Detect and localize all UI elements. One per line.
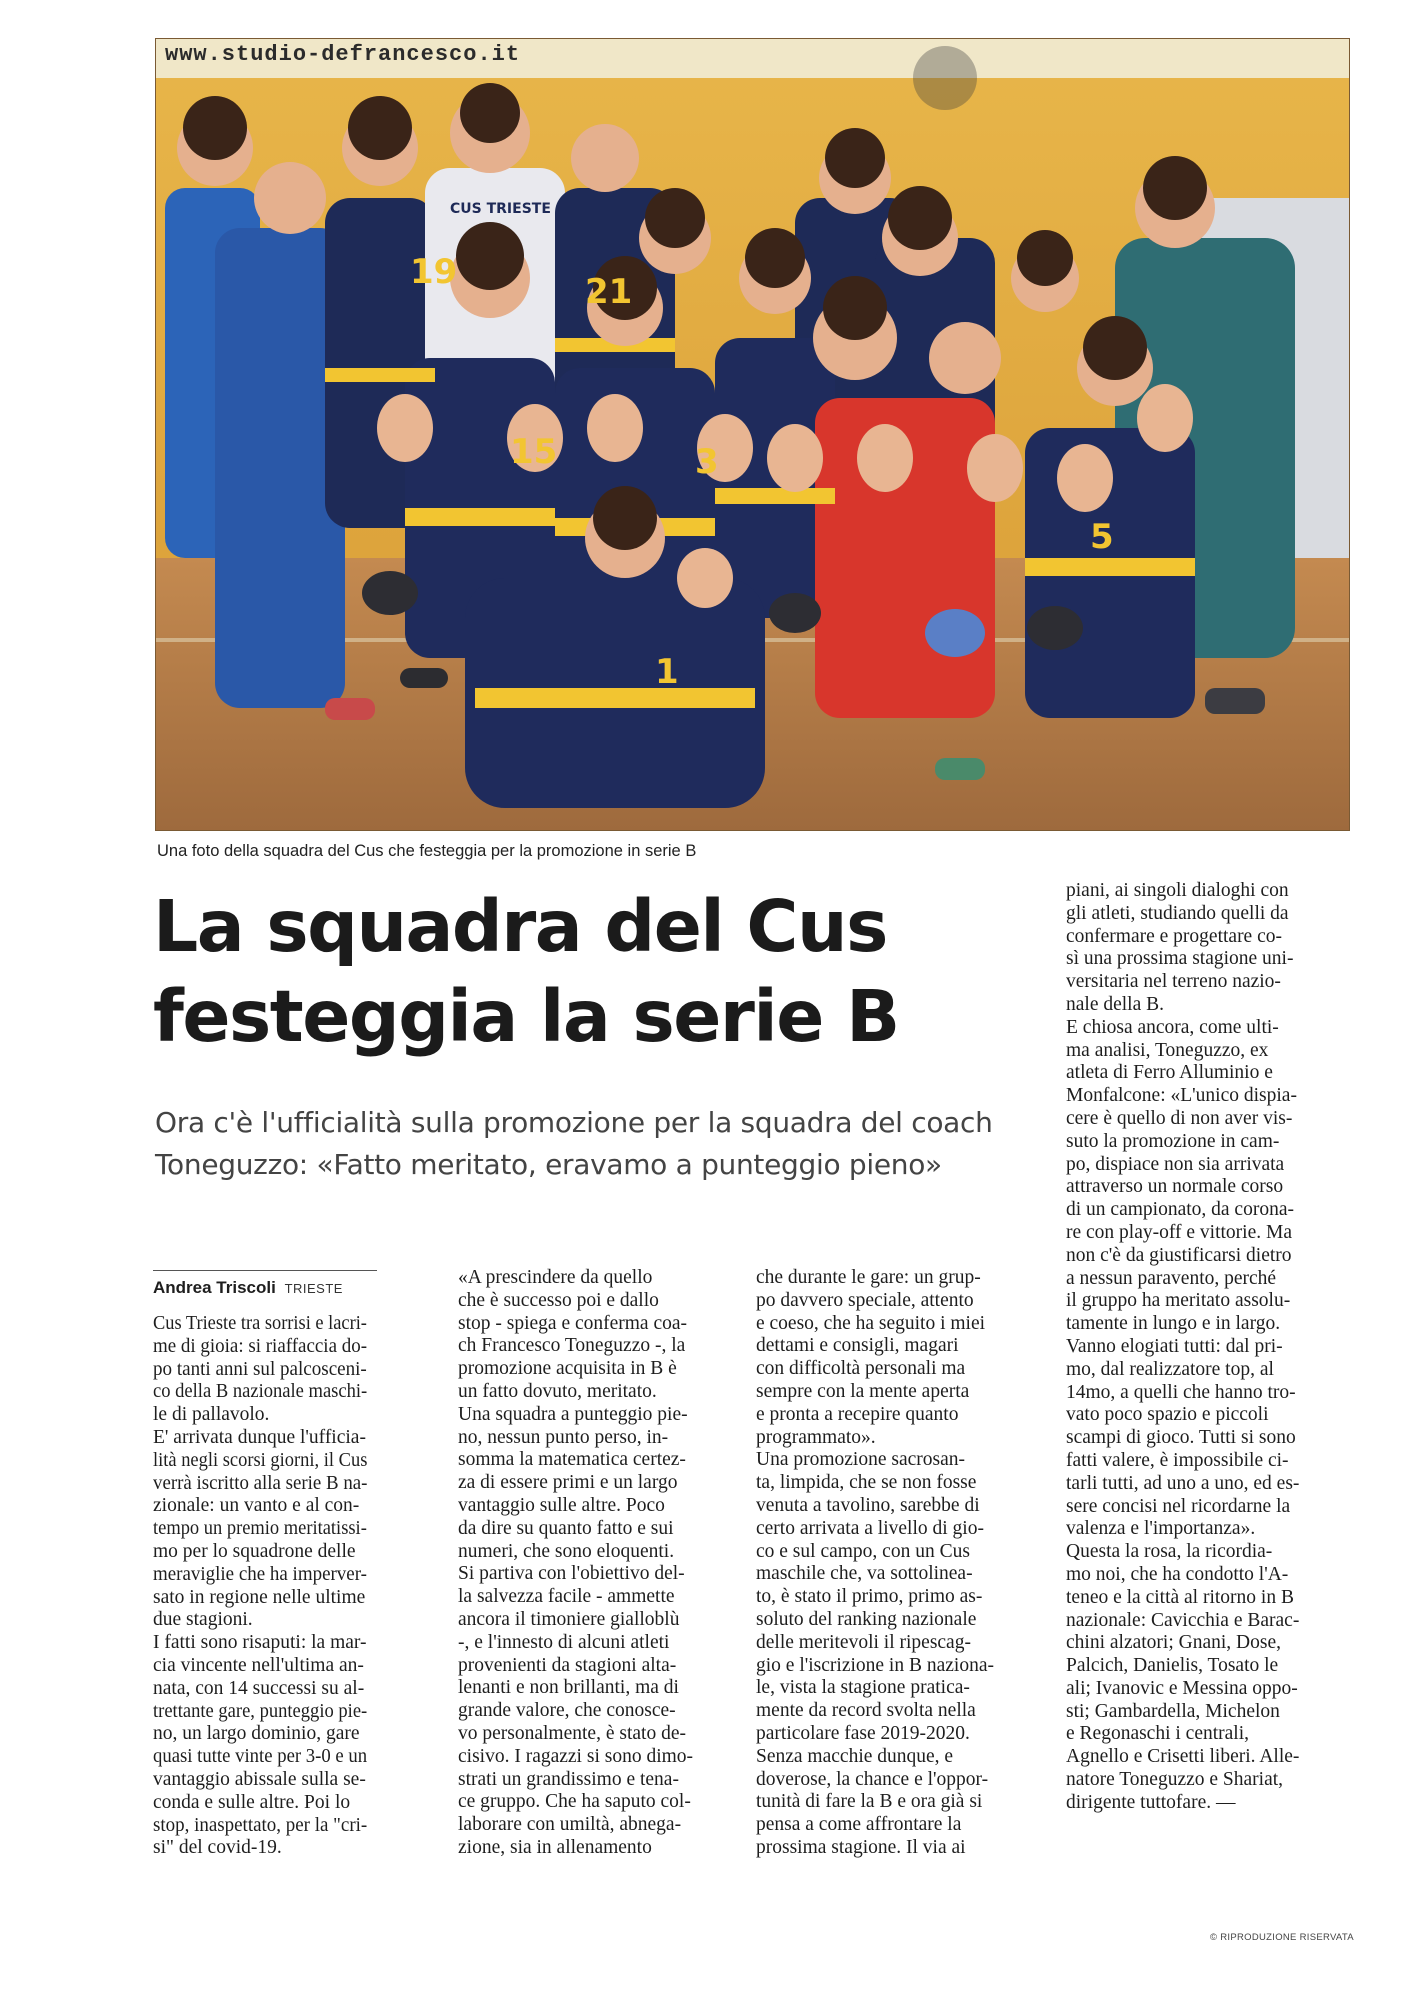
article-text-line: si" del covid-19. (153, 1837, 282, 1859)
article-text-line: Una promozione sacrosan- (756, 1449, 966, 1471)
article-text-line: E' arrivata dunque l'ufficia- (153, 1426, 366, 1448)
article-text-line: suto la promozione in cam- (1066, 1130, 1280, 1152)
article-text-line: trettante gare, punteggio pie- (153, 1700, 368, 1722)
article-text-line: nazionale: Cavicchia e Barac- (1066, 1609, 1300, 1631)
article-text-line: provenienti da stagioni alta- (458, 1654, 677, 1676)
article-text-line: po davvero speciale, attento (756, 1289, 974, 1311)
article-text-line: versitaria nel terreno nazio- (1066, 971, 1281, 993)
article-text-line: vantaggio abissale sulla se- (153, 1768, 366, 1790)
banner-text: CUS TRIESTE (450, 201, 551, 217)
copyright-notice: © RIPRODUZIONE RISERVATA (1210, 1932, 1354, 1943)
article-text-line: il gruppo ha meritato assolu- (1066, 1290, 1291, 1312)
article-text-line: Senza macchie dunque, e (756, 1745, 954, 1767)
article-text-line: non c'è da giustificarsi dietro (1066, 1244, 1292, 1266)
jersey-number-5: 5 (1090, 517, 1114, 557)
article-text-line: sempre con la mente aperta (756, 1380, 970, 1402)
article-text-line: mo, dal realizzatore top, al (1066, 1358, 1274, 1380)
subheadline (155, 1102, 993, 1186)
jersey-number-15: 15 (510, 432, 558, 472)
article-text-line: zionale: un vanto e al con- (153, 1495, 360, 1517)
article-text-line: ta, limpida, che se non fosse (756, 1472, 977, 1494)
article-text-line: Agnello e Crisetti liberi. Alle- (1066, 1746, 1300, 1768)
article-text-line: me di gioia: si riaffaccia do- (153, 1335, 368, 1357)
article-text-line: gli atleti, studiando quelli da (1066, 902, 1289, 924)
team-photo-illustration (155, 38, 1350, 831)
article-text-line: tamente in lungo e in largo. (1066, 1313, 1281, 1335)
jersey-number-19: 19 (410, 252, 458, 292)
article-text-line: verrà iscritto alla serie B na- (153, 1472, 368, 1494)
article-text-line: sere concisi nel ricordarne la (1066, 1495, 1291, 1517)
article-text-line: stop - spiega e conferma coa- (458, 1312, 688, 1334)
article-text-line: teneo e la città al ritorno in B (1066, 1586, 1294, 1608)
byline-divider (153, 1270, 377, 1271)
article-text-line: lenanti e non brillanti, ma di (458, 1677, 679, 1699)
article-text-line: mo per lo squadrone delle (153, 1540, 356, 1562)
article-text-line: ma analisi, Toneguzzo, ex (1066, 1039, 1269, 1061)
photo-watermark: www.studio-defrancesco.it (165, 42, 521, 67)
article-text-line: zione, sia in allenamento (458, 1836, 652, 1858)
article-text-line: laborare con umiltà, abnega- (458, 1814, 682, 1836)
jersey-number-3: 3 (695, 442, 719, 482)
article-text-line: tarli tutti, ad uno a uno, ed es- (1066, 1472, 1300, 1494)
article-text-line: confermare e progettare co- (1066, 925, 1282, 947)
article-text-line: vo personalmente, è stato de- (458, 1722, 686, 1744)
article-text-line: strati un grandissimo e tena- (458, 1768, 679, 1790)
article-text-line: lità negli scorsi giorni, il Cus (153, 1449, 368, 1471)
article-text-line: valenza e l'importanza». (1066, 1518, 1256, 1540)
article-text-line: che durante le gare: un grup- (756, 1267, 981, 1288)
article-text-line: 14mo, a quelli che hanno tro- (1066, 1381, 1296, 1403)
article-text-line: vantaggio sulle altre. Poco (458, 1494, 665, 1516)
article-text-line: la salvezza facile - ammette (458, 1586, 675, 1608)
article-text-line: quasi tutte vinte per 3-0 e un (153, 1746, 368, 1768)
jersey-number-1: 1 (655, 652, 679, 692)
article-text-line: gio e l'iscrizione in B naziona- (756, 1654, 994, 1676)
headline-line: La squadra del Cus (153, 885, 887, 968)
photo-caption: Una foto della squadra del Cus che festeggia per la promozione in serie B (157, 842, 697, 860)
article-text-line: -, e l'innesto di alcuni atleti (458, 1631, 670, 1653)
article-text-line: doverose, la chance e l'oppor- (756, 1768, 989, 1790)
article-text-line: Cus Trieste tra sorrisi e lacri- (153, 1313, 367, 1334)
article-text-line: chini alzatori; Gnani, Dose, (1066, 1632, 1281, 1654)
article-text-line: ce gruppo. Che ha saputo col- (458, 1791, 691, 1813)
subheadline-line: Toneguzzo: «Fatto meritato, eravamo a punteggio pieno» (155, 1148, 942, 1181)
article-text-line: natore Toneguzzo e Shariat, (1066, 1769, 1284, 1791)
article-text-line: Una squadra a punteggio pie- (458, 1403, 688, 1425)
article-text-line: ancora il timoniere gialloblù (458, 1608, 680, 1630)
article-text-line: tunità di fare la B e ora già si (756, 1791, 983, 1813)
article-text-line: cere è quello di non aver vis- (1066, 1107, 1293, 1129)
article-text-line: Si partiva con l'obiettivo del- (458, 1563, 685, 1585)
article-text-line: Vanno elogiati tutti: dal pri- (1066, 1335, 1283, 1357)
article-text-line: maschile che, va sottolinea- (756, 1563, 973, 1585)
headline (153, 882, 899, 1062)
article-text-line: delle meritevoli il ripescag- (756, 1631, 971, 1653)
article-text-line: co della B nazionale maschi- (153, 1381, 368, 1403)
article-text-line: due stagioni. (153, 1609, 253, 1631)
article-text-line: pensa a come affrontare la (756, 1814, 962, 1836)
article-text-line: a nessun paravento, perché (1066, 1267, 1277, 1289)
team-photo (155, 38, 1350, 831)
article-text-line: soluto del ranking nazionale (756, 1608, 977, 1630)
jersey-number-21: 21 (585, 272, 633, 312)
article-text-line: no, nessun punto perso, in- (458, 1426, 669, 1448)
article-text-line: di un campionato, da corona- (1066, 1199, 1294, 1221)
article-text-line: re con play-off e vittorie. Ma (1066, 1221, 1292, 1243)
article-text-line: venuta a tavolino, sarebbe di (756, 1494, 980, 1516)
article-text-line: da dire su quanto fatto e sui (458, 1517, 674, 1539)
article-text-line: grande valore, che conosce- (458, 1700, 676, 1722)
article-text-line: un fatto dovuto, meritato. (458, 1380, 657, 1402)
article-text-line: particolare fase 2019-2020. (756, 1722, 970, 1744)
subheadline-line: Ora c'è l'ufficialità sulla promozione per la squadra del coach (155, 1106, 993, 1139)
article-text-line: ali; Ivanovic e Messina oppo- (1066, 1677, 1298, 1699)
article-text-line: meraviglie che ha imperver- (153, 1563, 367, 1585)
article-text-line: certo arrivata a livello di gio- (756, 1517, 984, 1539)
article-text-line: sato in regione nelle ultime (153, 1586, 366, 1608)
article-text-line: le di pallavolo. (153, 1404, 270, 1426)
article-text-line: «A prescindere da quello (458, 1267, 653, 1288)
article-text-line: Monfalcone: «L'unico dispia- (1066, 1085, 1297, 1107)
article-text-line: atleta di Ferro Alluminio e (1066, 1062, 1273, 1084)
article-text-line: nale della B. (1066, 993, 1165, 1015)
article-column-2 (458, 1267, 738, 1860)
article-text-line: dettami e consigli, magari (756, 1335, 959, 1357)
byline-author: Andrea Triscoli (153, 1278, 276, 1297)
article-text-line: po, dispiace non sia arrivata (1066, 1153, 1285, 1175)
article-text-line: programmato». (756, 1426, 876, 1448)
article-text-line: dirigente tuttofare. — (1066, 1791, 1236, 1813)
article-text-line: I fatti sono risaputi: la mar- (153, 1632, 367, 1654)
article-text-line: sti; Gambardella, Michelon (1066, 1700, 1280, 1722)
article-text-line: stop, inaspettato, per la "cri- (153, 1814, 368, 1836)
article-text-line: e coeso, che ha seguito i miei (756, 1312, 986, 1334)
article-text-line: cisivo. I ragazzi si sono dimo- (458, 1745, 694, 1767)
article-text-line: za di essere primi e un largo (458, 1472, 678, 1494)
article-text-line: promozione acquisita in B è (458, 1358, 677, 1380)
article-text-line: e Regonaschi i centrali, (1066, 1723, 1250, 1745)
article-text-line: con difficoltà personali ma (756, 1358, 966, 1380)
article-text-line: prossima stagione. Il via ai (756, 1836, 966, 1858)
article-text-line: Palcich, Danielis, Tosato le (1066, 1655, 1279, 1677)
article-text-line: e pronta a recepire quanto (756, 1403, 959, 1425)
article-column-4 (1066, 880, 1346, 1815)
article-text-line: E chiosa ancora, come ulti- (1066, 1016, 1279, 1038)
article-text-line: sì una prossima stagione uni- (1066, 948, 1294, 970)
byline (153, 1278, 343, 1298)
article-text-line: Questa la rosa, la ricordia- (1066, 1541, 1273, 1563)
article-text-line: mente da record svolta nella (756, 1700, 976, 1722)
article-text-line: le, vista la stagione pratica- (756, 1677, 970, 1699)
article-column-1 (153, 1313, 367, 1860)
article-text-line: somma la matematica certez- (458, 1449, 686, 1471)
article-text-line: po tanti anni sul palcosceni- (153, 1358, 367, 1380)
article-text-line: ch Francesco Toneguzzo -, la (458, 1335, 686, 1357)
article-text-line: mo noi, che ha condotto l'A- (1066, 1563, 1289, 1585)
article-text-line: to, è stato il primo, primo as- (756, 1586, 983, 1608)
headline-line: festeggia la serie B (153, 975, 899, 1058)
article-text-line: che è successo poi e dallo (458, 1289, 659, 1311)
article-text-line: fatti valere, è impossibile ci- (1066, 1449, 1289, 1471)
article-text-line: piani, ai singoli dialoghi con (1066, 880, 1289, 901)
article-column-3 (756, 1267, 1036, 1860)
article-text-line: cia vincente nell'ultima an- (153, 1654, 364, 1676)
article-text-line: co e sul campo, con un Cus (756, 1540, 970, 1562)
article-text-line: nata, con 14 successi su al- (153, 1677, 365, 1699)
article-text-line: attraverso un normale corso (1066, 1176, 1284, 1198)
article-text-line: vato poco spazio e piccoli (1066, 1404, 1269, 1426)
article-text-line: numeri, che sono eloquenti. (458, 1540, 675, 1562)
article-text-line: tempo un premio meritatissi- (153, 1518, 367, 1540)
byline-city: TRIESTE (284, 1281, 343, 1296)
article-text-line: no, un largo dominio, gare (153, 1723, 360, 1745)
article-text-line: scampi di gioco. Tutti si sono (1066, 1427, 1296, 1449)
article-text-line: conda e sulle altre. Poi lo (153, 1791, 351, 1813)
